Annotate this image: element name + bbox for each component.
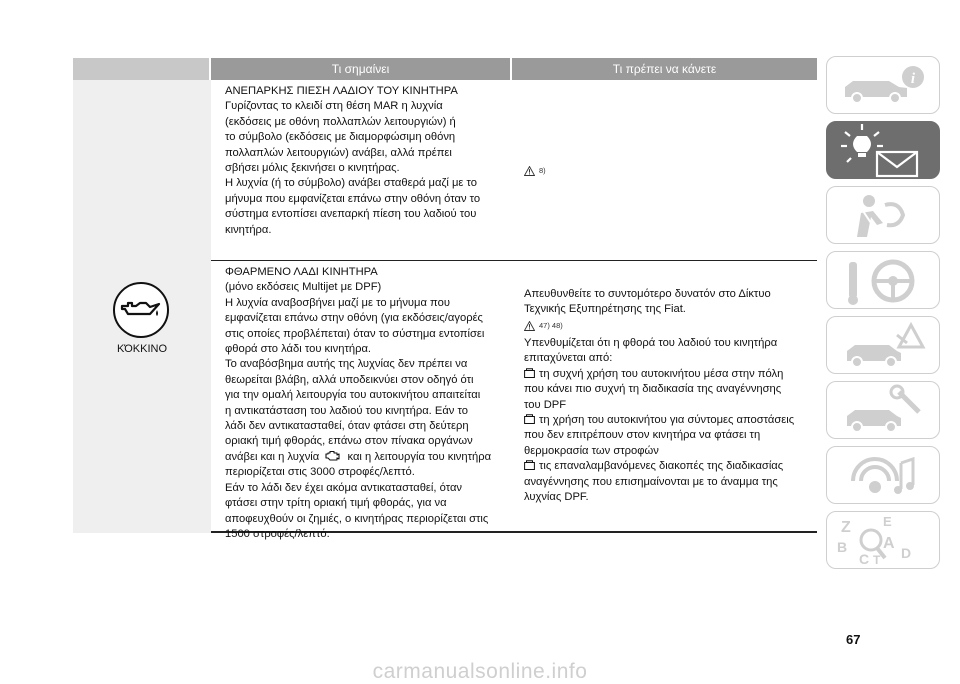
text-line: Απευθυνθείτε το συντομότερο δυνατόν στο Δίκτυο <box>524 288 771 300</box>
oil-pressure-icon <box>113 282 169 343</box>
tab-maintenance[interactable] <box>826 381 940 439</box>
text-line: σύστημα εντοπίσει ανεπαρκή πίεση του λαδιού του <box>225 208 477 221</box>
warning-note <box>524 318 815 336</box>
text-line: το σύμβολο (εκδόσεις με διαμορφώσιμη οθόνη <box>225 131 456 144</box>
svg-text:B: B <box>837 539 848 555</box>
text-line: λάδι δεν αντικατασταθεί, όταν φτάσει στη δεύτερη <box>225 420 469 433</box>
text-fragment: και η λειτουργία του κινητήρα <box>347 450 492 463</box>
table-header <box>73 58 817 80</box>
bullet-item <box>524 459 815 474</box>
text-line: 1500 στροφές/λεπτό. <box>225 527 330 540</box>
text-line: εμφανίζεται επάνω στην οθόνη (για εκδόσεις/αγορές <box>225 312 483 325</box>
text-line: σβήσει μόλις ξεκινήσει ο κινητήρας. <box>225 162 400 175</box>
text-line: Η λυχνία αναβοσβήνει μαζί με το μήνυμα που <box>225 296 450 309</box>
watermark: carmanualsonline.info <box>372 659 588 683</box>
maintenance-icon <box>827 382 941 440</box>
svg-text:T: T <box>873 553 881 567</box>
starting-driving-icon <box>827 252 941 310</box>
bullet-text: τις επαναλαμβανόμενες διακοπές της διαδικασίας <box>539 460 784 473</box>
text-line: περιορίζεται στις 3000 στροφές/λεπτό. <box>225 466 415 479</box>
text-line: Υπενθυμίζεται ότι η φθορά του λαδιού του κινητήρα <box>524 336 778 349</box>
caution-triangle-icon <box>524 321 535 331</box>
header-icon-column <box>73 58 211 80</box>
text-line: πολλαπλών λειτουργιών) ανάβει, αλλά πρέπει <box>225 146 452 159</box>
engine-icon <box>325 450 341 461</box>
tab-emergency[interactable] <box>826 316 940 374</box>
text-line: ΦΘΑΡΜΕΝΟ ΛΑΔΙ ΚΙΝΗΤΗΡΑ <box>225 266 378 278</box>
icon-column <box>73 80 211 533</box>
index-icon <box>827 512 941 570</box>
svg-text:Z: Z <box>841 519 851 536</box>
text-fragment: ανάβει και η λυχνία <box>225 450 320 463</box>
tab-car-info[interactable] <box>826 56 940 114</box>
text-line: για την ομαλή λειτουργία του αυτοκινήτου απαιτείται <box>225 389 481 402</box>
svg-text:A: A <box>883 535 895 552</box>
text-line-with-icon <box>225 450 508 465</box>
row2-action <box>512 261 817 531</box>
text-line: θερμοκρασία των στροφών <box>524 444 659 457</box>
text-line: του DPF <box>524 398 567 411</box>
bullet-box-icon <box>524 368 535 378</box>
text-line: Γυρίζοντας το κλειδί στη θέση MAR η λυχνία <box>225 100 443 113</box>
text-line: (μόνο εκδόσεις Multijet με DPF) <box>225 281 382 294</box>
row1-meaning <box>211 80 512 260</box>
note-reference: 8) <box>539 165 546 175</box>
svg-text:C: C <box>859 551 870 567</box>
tab-starting-driving[interactable] <box>826 251 940 309</box>
tab-warning-lights[interactable] <box>826 121 940 179</box>
text-line: επιταχύνεται από: <box>524 352 613 365</box>
text-line: ΑΝΕΠΑΡΚΗΣ ΠΙΕΣΗ ΛΑΔΙΟΥ ΤΟΥ ΚΙΝΗΤΗΡΑ <box>225 85 458 97</box>
text-line: μήνυμα που εμφανίζεται επάνω στην οθόνη όταν το <box>225 192 481 205</box>
text-line: θεωρείται βλάβη, αλλά υποδεικνύει στον οδηγό ότι <box>225 373 474 386</box>
svg-text:E: E <box>883 514 892 529</box>
text-line: (εκδόσεις με οθόνη πολλαπλών λειτουργιών) ή <box>225 115 456 128</box>
text-line: Το αναβόσβημα αυτής της λυχνίας δεν πρέπει να <box>225 358 468 371</box>
bullet-item <box>524 367 815 382</box>
bullet-text: τη συχνή χρήση του αυτοκινήτου μέσα στην πόλη <box>539 367 784 380</box>
tab-multimedia[interactable] <box>826 446 940 504</box>
tab-safety[interactable] <box>826 186 940 244</box>
bullet-box-icon <box>524 460 535 470</box>
text-line: οριακή τιμή φθοράς, επάνω στον πίνακα οργάνων <box>225 435 473 448</box>
table-row <box>211 261 817 540</box>
bullet-text: τη χρήση του αυτοκινήτου για σύντομες αποστάσεις <box>539 413 795 426</box>
text-line: που δεν επιτρέπουν στον κινητήρα να φτάσει τη <box>524 429 761 442</box>
text-line: στις οποίες προβλέπεται) όταν το σύστημα εντοπίσει <box>225 327 485 340</box>
text-line: λυχνίας DPF. <box>524 490 589 503</box>
page-number: 67 <box>846 632 861 647</box>
text-line: Εάν το λάδι δεν έχει ακόμα αντικατασταθεί, όταν <box>225 481 463 494</box>
text-line: Η λυχνία (ή το σύμβολο) ανάβει σταθερά μαζί με το <box>225 177 477 190</box>
note-reference: 47) 48) <box>539 320 563 330</box>
car-info-icon <box>827 57 941 115</box>
icon-color-label: ΚΌΚΚΙΝΟ <box>116 343 168 355</box>
text-line: η αντικατάσταση του λαδιού του κινητήρα. Εάν το <box>225 404 468 417</box>
warning-lights-icon <box>827 122 941 180</box>
caution-triangle-icon <box>524 166 535 176</box>
breakdown-icon <box>827 317 941 375</box>
bullet-item <box>524 413 815 428</box>
row2-meaning <box>211 261 512 540</box>
text-line: αναγέννησης που επισημαίνονται με το άναμμα της <box>524 475 778 488</box>
header-meaning: Τι σημαίνει <box>211 58 512 80</box>
warning-note <box>524 163 546 178</box>
text-line: αποφευχθούν οι ζημιές, ο κινητήρας περιορίζεται στις <box>225 512 489 525</box>
svg-text:D: D <box>901 545 912 561</box>
multimedia-icon <box>827 447 941 505</box>
seatbelt-airbag-icon <box>827 187 941 245</box>
tab-index[interactable] <box>826 511 940 569</box>
svg-text:i: i <box>910 71 916 87</box>
table-row <box>211 80 817 261</box>
text-line: φτάσει στην τρίτη οριακή τιμή φθοράς, για να <box>225 497 447 510</box>
text-line: φθορά στο λάδι του κινητήρα. <box>225 343 372 356</box>
header-action: Τι πρέπει να κάνετε <box>512 58 817 80</box>
warning-lights-table <box>73 58 817 540</box>
row1-action <box>512 80 817 260</box>
bullet-box-icon <box>524 414 535 424</box>
text-line: που κάνει πιο συχνή τη διαδικασία της αναγέννησης <box>524 383 782 396</box>
text-line: Τεχνικής Εξυπηρέτησης της Fiat. <box>524 303 686 316</box>
text-line: κινητήρα. <box>225 223 272 236</box>
